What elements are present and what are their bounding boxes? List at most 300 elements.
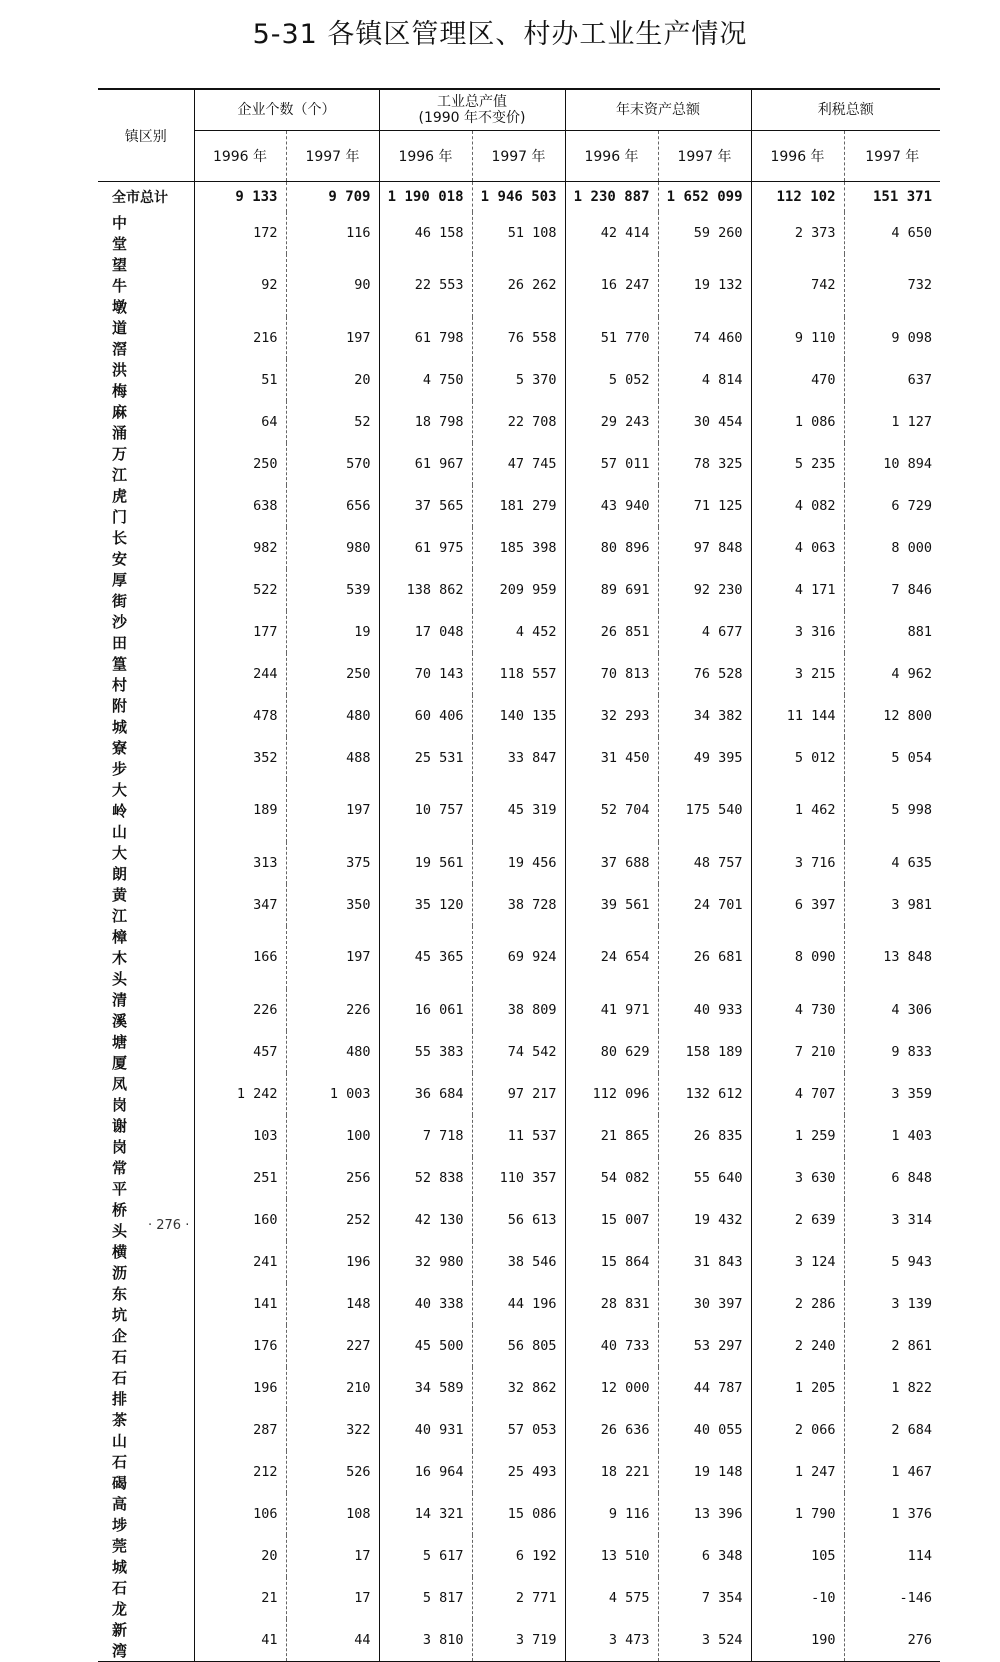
value-cell: 181 279	[472, 485, 565, 527]
value-cell: 71 125	[658, 485, 751, 527]
value-cell: 43 940	[565, 485, 658, 527]
value-cell: 16 247	[565, 254, 658, 317]
district-name: 洪梅	[112, 360, 128, 400]
value-cell: 26 851	[565, 611, 658, 653]
value-cell: 526	[286, 1451, 379, 1493]
value-cell: 38 546	[472, 1241, 565, 1283]
value-cell: 197	[286, 926, 379, 989]
value-cell: 32 980	[379, 1241, 472, 1283]
table-row	[98, 1451, 940, 1493]
value-cell: 53 297	[658, 1325, 751, 1367]
value-cell: 7 718	[379, 1115, 472, 1157]
value-cell: 3 524	[658, 1619, 751, 1662]
value-cell: 212	[194, 1451, 286, 1493]
value-cell: 100	[286, 1115, 379, 1157]
table-row	[98, 401, 940, 443]
year-header: 1996 年	[379, 131, 472, 182]
value-cell: 209 959	[472, 569, 565, 611]
value-cell: 70 143	[379, 653, 472, 695]
value-cell: 41 971	[565, 989, 658, 1031]
group-header-line: 工业总产值	[437, 94, 507, 110]
district-name: 新湾	[98, 1619, 194, 1662]
value-cell: 172	[194, 212, 286, 254]
district-name: 麻涌	[112, 402, 128, 442]
value-cell: 116	[286, 212, 379, 254]
value-cell: 7 354	[658, 1577, 751, 1619]
value-cell: 29 243	[565, 401, 658, 443]
value-cell: 12 000	[565, 1367, 658, 1409]
value-cell: 196	[286, 1241, 379, 1283]
table-row	[98, 653, 940, 695]
value-cell: 881	[844, 611, 940, 653]
table-row	[98, 1493, 940, 1535]
value-cell: 45 319	[472, 779, 565, 842]
value-cell: 3 981	[844, 884, 940, 926]
table-row	[98, 611, 940, 653]
value-cell: 51 108	[472, 212, 565, 254]
value-cell: 92 230	[658, 569, 751, 611]
value-cell: 11 144	[751, 695, 844, 737]
value-cell: 57 011	[565, 443, 658, 485]
value-cell: 4 730	[751, 989, 844, 1031]
value-cell: 1 946 503	[472, 182, 565, 212]
value-cell: 1 127	[844, 401, 940, 443]
value-cell: 151 371	[844, 182, 940, 212]
value-cell: 2 286	[751, 1283, 844, 1325]
value-cell: 470	[751, 359, 844, 401]
district-name: 虎门	[112, 486, 128, 526]
value-cell: 176	[194, 1325, 286, 1367]
value-cell: 175 540	[658, 779, 751, 842]
value-cell: 36 684	[379, 1073, 472, 1115]
value-cell: 251	[194, 1157, 286, 1199]
value-cell: 138 862	[379, 569, 472, 611]
value-cell: 1 247	[751, 1451, 844, 1493]
value-cell: 39 561	[565, 884, 658, 926]
district-name: 清溪	[112, 990, 128, 1030]
value-cell: 3 473	[565, 1619, 658, 1662]
value-cell: 226	[194, 989, 286, 1031]
value-cell: 106	[194, 1493, 286, 1535]
table-row	[98, 1577, 940, 1619]
value-cell: 24 654	[565, 926, 658, 989]
value-cell: 2 639	[751, 1199, 844, 1241]
value-cell: 2 861	[844, 1325, 940, 1367]
value-cell: 13 396	[658, 1493, 751, 1535]
value-cell: 522	[194, 569, 286, 611]
value-cell: 114	[844, 1535, 940, 1577]
year-header: 1997 年	[844, 131, 940, 182]
year-header: 1997 年	[472, 131, 565, 182]
district-name: 大朗	[112, 843, 128, 883]
district-name: 桥头	[112, 1200, 128, 1240]
value-cell: 638	[194, 485, 286, 527]
value-cell: 1 003	[286, 1073, 379, 1115]
value-cell: 250	[286, 653, 379, 695]
value-cell: 17	[286, 1577, 379, 1619]
value-cell: 4 650	[844, 212, 940, 254]
value-cell: 227	[286, 1325, 379, 1367]
value-cell: 34 589	[379, 1367, 472, 1409]
value-cell: 197	[286, 779, 379, 842]
value-cell: 19 561	[379, 842, 472, 884]
value-cell: 637	[844, 359, 940, 401]
value-cell: 11 537	[472, 1115, 565, 1157]
value-cell: 40 055	[658, 1409, 751, 1451]
value-cell: 9 098	[844, 317, 940, 359]
value-cell: 18 221	[565, 1451, 658, 1493]
row-label-header: 镇区别	[98, 89, 194, 182]
value-cell: 10 894	[844, 443, 940, 485]
value-cell: 6 848	[844, 1157, 940, 1199]
district-name: 高埗	[112, 1494, 128, 1534]
value-cell: 5 012	[751, 737, 844, 779]
table-row	[98, 1619, 940, 1662]
table-row	[98, 989, 940, 1031]
value-cell: 982	[194, 527, 286, 569]
value-cell: 37 565	[379, 485, 472, 527]
value-cell: 375	[286, 842, 379, 884]
value-cell: 33 847	[472, 737, 565, 779]
value-cell: 2 771	[472, 1577, 565, 1619]
value-cell: 15 086	[472, 1493, 565, 1535]
value-cell: 244	[194, 653, 286, 695]
district-name: 石龙	[112, 1578, 128, 1618]
value-cell: 31 450	[565, 737, 658, 779]
value-cell: 9 110	[751, 317, 844, 359]
value-cell: 5 054	[844, 737, 940, 779]
table-row	[98, 1283, 940, 1325]
value-cell: 74 542	[472, 1031, 565, 1073]
value-cell: 64	[194, 401, 286, 443]
value-cell: 4 082	[751, 485, 844, 527]
value-cell: 45 365	[379, 926, 472, 989]
value-cell: 3 314	[844, 1199, 940, 1241]
value-cell: 732	[844, 254, 940, 317]
value-cell: 118 557	[472, 653, 565, 695]
value-cell: 40 931	[379, 1409, 472, 1451]
year-header: 1996 年	[751, 131, 844, 182]
value-cell: 8 000	[844, 527, 940, 569]
value-cell: 97 217	[472, 1073, 565, 1115]
value-cell: 4 814	[658, 359, 751, 401]
table-row	[98, 1367, 940, 1409]
value-cell: 322	[286, 1409, 379, 1451]
value-cell: -10	[751, 1577, 844, 1619]
value-cell: 1 790	[751, 1493, 844, 1535]
value-cell: 54 082	[565, 1157, 658, 1199]
table-row	[98, 569, 940, 611]
value-cell: 742	[751, 254, 844, 317]
value-cell: 112 096	[565, 1073, 658, 1115]
value-cell: 4 452	[472, 611, 565, 653]
value-cell: 4 306	[844, 989, 940, 1031]
total-row	[98, 182, 940, 212]
value-cell: 1 467	[844, 1451, 940, 1493]
value-cell: 25 493	[472, 1451, 565, 1493]
value-cell: 55 383	[379, 1031, 472, 1073]
district-name: 石排	[112, 1368, 128, 1408]
value-cell: 20	[286, 359, 379, 401]
value-cell: 24 701	[658, 884, 751, 926]
table-row	[98, 779, 940, 842]
district-name: 茶山	[112, 1410, 128, 1450]
value-cell: 40 733	[565, 1325, 658, 1367]
value-cell: 44 196	[472, 1283, 565, 1325]
table-row	[98, 1115, 940, 1157]
table-row	[98, 443, 940, 485]
value-cell: 3 359	[844, 1073, 940, 1115]
value-cell: 19 432	[658, 1199, 751, 1241]
district-name: 大岭山	[112, 780, 128, 841]
value-cell: 41	[194, 1619, 286, 1662]
district-name: 东坑	[112, 1284, 128, 1324]
value-cell: 103	[194, 1115, 286, 1157]
value-cell: 56 613	[472, 1199, 565, 1241]
value-cell: 5 235	[751, 443, 844, 485]
table-row	[98, 737, 940, 779]
value-cell: 97 848	[658, 527, 751, 569]
value-cell: 26 262	[472, 254, 565, 317]
table-row	[98, 254, 940, 317]
table-row	[98, 842, 940, 884]
value-cell: 76 558	[472, 317, 565, 359]
value-cell: 256	[286, 1157, 379, 1199]
value-cell: 6 348	[658, 1535, 751, 1577]
district-name: 黄江	[112, 885, 128, 925]
value-cell: 34 382	[658, 695, 751, 737]
value-cell: 30 454	[658, 401, 751, 443]
page-title: 5-31 各镇区管理区、村办工业生产情况	[252, 19, 748, 50]
value-cell: 1 822	[844, 1367, 940, 1409]
value-cell: 60 406	[379, 695, 472, 737]
value-cell: 42 414	[565, 212, 658, 254]
value-cell: 2 240	[751, 1325, 844, 1367]
value-cell: 5 817	[379, 1577, 472, 1619]
page-number: · 276 ·	[148, 1218, 190, 1233]
value-cell: 38 728	[472, 884, 565, 926]
value-cell: 38 809	[472, 989, 565, 1031]
table-row	[98, 359, 940, 401]
group-header-subline: (1990 年不变价)	[418, 110, 526, 126]
value-cell: 30 397	[658, 1283, 751, 1325]
value-cell: 140 135	[472, 695, 565, 737]
value-cell: 48 757	[658, 842, 751, 884]
value-cell: 7 210	[751, 1031, 844, 1073]
value-cell: 18 798	[379, 401, 472, 443]
value-cell: 241	[194, 1241, 286, 1283]
value-cell: 59 260	[658, 212, 751, 254]
table-row	[98, 317, 940, 359]
value-cell: 10 757	[379, 779, 472, 842]
value-cell: 1 403	[844, 1115, 940, 1157]
value-cell: 44 787	[658, 1367, 751, 1409]
value-cell: 13 848	[844, 926, 940, 989]
value-cell: 190	[751, 1619, 844, 1662]
value-cell: 4 063	[751, 527, 844, 569]
district-name: 望牛墩	[112, 255, 128, 316]
value-cell: 45 500	[379, 1325, 472, 1367]
value-cell: 9 116	[565, 1493, 658, 1535]
value-cell: 252	[286, 1199, 379, 1241]
value-cell: 22 553	[379, 254, 472, 317]
value-cell: 5 998	[844, 779, 940, 842]
value-cell: 5 943	[844, 1241, 940, 1283]
district-name: 塘厦	[112, 1032, 128, 1072]
value-cell: 1 462	[751, 779, 844, 842]
value-cell: 3 215	[751, 653, 844, 695]
group-header-profit-tax: 利税总额	[751, 89, 940, 131]
district-name: 横沥	[112, 1242, 128, 1282]
value-cell: 158 189	[658, 1031, 751, 1073]
value-cell: 313	[194, 842, 286, 884]
table-row	[98, 1157, 940, 1199]
district-name: 厚街	[112, 570, 128, 610]
value-cell: 3 719	[472, 1619, 565, 1662]
value-cell: 16 061	[379, 989, 472, 1031]
value-cell: 57 053	[472, 1409, 565, 1451]
value-cell: 9 833	[844, 1031, 940, 1073]
district-name: 长安	[112, 528, 128, 568]
value-cell: 110 357	[472, 1157, 565, 1199]
year-header: 1997 年	[286, 131, 379, 182]
value-cell: 80 629	[565, 1031, 658, 1073]
value-cell: 6 397	[751, 884, 844, 926]
value-cell: 35 120	[379, 884, 472, 926]
value-cell: 3 630	[751, 1157, 844, 1199]
year-header: 1997 年	[658, 131, 751, 182]
value-cell: 226	[286, 989, 379, 1031]
value-cell: 89 691	[565, 569, 658, 611]
district-name: 莞城	[112, 1536, 128, 1576]
value-cell: 90	[286, 254, 379, 317]
value-cell: 92	[194, 254, 286, 317]
value-cell: 197	[286, 317, 379, 359]
table-row	[98, 1409, 940, 1451]
value-cell: 457	[194, 1031, 286, 1073]
value-cell: 17	[286, 1535, 379, 1577]
value-cell: 1 086	[751, 401, 844, 443]
value-cell: 1 190 018	[379, 182, 472, 212]
value-cell: 980	[286, 527, 379, 569]
district-name: 樟木头	[112, 927, 128, 988]
value-cell: 42 130	[379, 1199, 472, 1241]
district-name: 凤岗	[112, 1074, 128, 1114]
table-row	[98, 695, 940, 737]
value-cell: 105	[751, 1535, 844, 1577]
value-cell: 31 843	[658, 1241, 751, 1283]
value-cell: 1 205	[751, 1367, 844, 1409]
value-cell: 15 864	[565, 1241, 658, 1283]
value-cell: 108	[286, 1493, 379, 1535]
value-cell: 4 575	[565, 1577, 658, 1619]
value-cell: 32 862	[472, 1367, 565, 1409]
value-cell: 22 708	[472, 401, 565, 443]
value-cell: 26 835	[658, 1115, 751, 1157]
value-cell: 52	[286, 401, 379, 443]
statistics-table-container	[98, 88, 940, 1662]
table-row	[98, 1073, 940, 1115]
table-row	[98, 1535, 940, 1577]
value-cell: 166	[194, 926, 286, 989]
value-cell: 3 716	[751, 842, 844, 884]
value-cell: 40 338	[379, 1283, 472, 1325]
district-name: 谢岗	[112, 1116, 128, 1156]
district-name: 寮步	[112, 738, 128, 778]
district-name: 中堂	[112, 213, 128, 253]
value-cell: 488	[286, 737, 379, 779]
value-cell: 9 133	[194, 182, 286, 212]
value-cell: 80 896	[565, 527, 658, 569]
value-cell: 4 750	[379, 359, 472, 401]
value-cell: 40 933	[658, 989, 751, 1031]
value-cell: 32 293	[565, 695, 658, 737]
value-cell: 216	[194, 317, 286, 359]
table-row	[98, 212, 940, 254]
value-cell: 3 810	[379, 1619, 472, 1662]
value-cell: 26 636	[565, 1409, 658, 1451]
district-name: 全市总计	[112, 189, 168, 206]
district-name: 石碣	[112, 1452, 128, 1492]
value-cell: 70 813	[565, 653, 658, 695]
value-cell: 8 090	[751, 926, 844, 989]
value-cell: 347	[194, 884, 286, 926]
group-header-total-assets: 年末资产总额	[565, 89, 751, 131]
value-cell: 539	[286, 569, 379, 611]
value-cell: 1 230 887	[565, 182, 658, 212]
value-cell: 26 681	[658, 926, 751, 989]
value-cell: 1 652 099	[658, 182, 751, 212]
district-name: 附城	[112, 696, 128, 736]
value-cell: 4 171	[751, 569, 844, 611]
value-cell: 250	[194, 443, 286, 485]
value-cell: 4 962	[844, 653, 940, 695]
table-body	[98, 182, 940, 1662]
value-cell: 19 132	[658, 254, 751, 317]
value-cell: 276	[844, 1619, 940, 1662]
value-cell: 2 066	[751, 1409, 844, 1451]
value-cell: 44	[286, 1619, 379, 1662]
table-row	[98, 1325, 940, 1367]
value-cell: 1 259	[751, 1115, 844, 1157]
value-cell: 480	[286, 1031, 379, 1073]
value-cell: 7 846	[844, 569, 940, 611]
table-row	[98, 485, 940, 527]
value-cell: 25 531	[379, 737, 472, 779]
value-cell: 19 456	[472, 842, 565, 884]
value-cell: 148	[286, 1283, 379, 1325]
value-cell: 2 684	[844, 1409, 940, 1451]
value-cell: 5 052	[565, 359, 658, 401]
year-header: 1996 年	[565, 131, 658, 182]
value-cell: 49 395	[658, 737, 751, 779]
value-cell: 352	[194, 737, 286, 779]
value-cell: 15 007	[565, 1199, 658, 1241]
table-row	[98, 1031, 940, 1073]
value-cell: 160	[194, 1199, 286, 1241]
value-cell: 61 967	[379, 443, 472, 485]
value-cell: 9 709	[286, 182, 379, 212]
value-cell: 1 242	[194, 1073, 286, 1115]
statistics-table	[98, 88, 940, 1662]
value-cell: 177	[194, 611, 286, 653]
value-cell: 56 805	[472, 1325, 565, 1367]
value-cell: 4 707	[751, 1073, 844, 1115]
value-cell: 4 635	[844, 842, 940, 884]
value-cell: 21 865	[565, 1115, 658, 1157]
value-cell: 16 964	[379, 1451, 472, 1493]
value-cell: 132 612	[658, 1073, 751, 1115]
